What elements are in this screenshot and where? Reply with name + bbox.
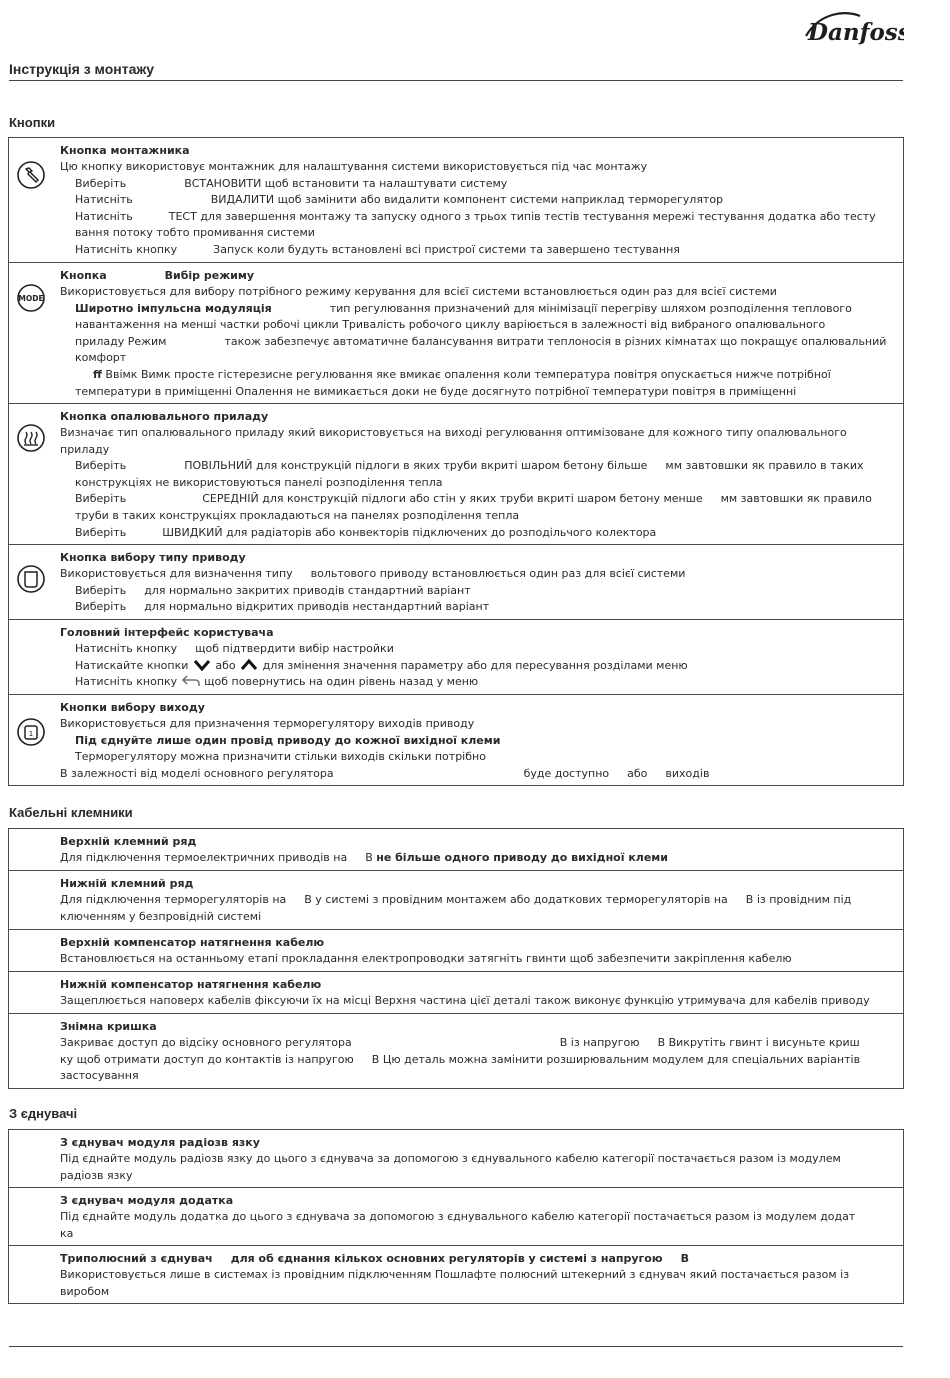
main-ui-arrows: Натискайте кнопки або для змінення значення параметру або для пересування розділами меню <box>75 658 688 672</box>
chevron-up-icon <box>239 658 259 672</box>
upper-clamp-title: Верхній компенсатор натягнення кабелю <box>60 936 325 949</box>
svg-text:1: 1 <box>28 730 34 738</box>
upper-terminal-row <box>9 829 903 870</box>
installer-button-row <box>9 138 903 262</box>
app-connector-title: З єднувач модуля додатка <box>60 1194 234 1207</box>
heater-desc: Визначає тип опалювального приладу який використовується на виході регулювання оптимізоване для кожного типу опалювального <box>60 426 847 439</box>
lower-terminal-text: Для підключення терморегуляторів на В у системі з провідним монтажем або додаткових терморегуляторів на В із провідним під <box>60 893 852 906</box>
mode-pwm: Широтно імпульсна модуляція тип регулювання призначений для мінімізації перегріву шляхом розподілення теплового <box>75 301 852 315</box>
upper-terminal-title: Верхній клемний ряд <box>60 835 197 848</box>
cover-row <box>9 1013 903 1088</box>
app-connector-row <box>9 1187 903 1245</box>
page-title: Інструкція з монтажу <box>9 61 903 81</box>
terminals-table <box>8 828 904 1089</box>
actuator-desc: Використовується для визначення типу вольтового приводу встановлюється один раз для всієї системи <box>60 567 686 580</box>
tripole-connector-row <box>9 1245 903 1303</box>
cover-text: Закриває доступ до відсіку основного регулятора В із напругою В Викрутіть гвинт і висуньте криш <box>60 1036 860 1049</box>
main-ui-row <box>9 619 903 694</box>
lower-clamp-title: Нижній компенсатор натягнення кабелю <box>60 978 322 991</box>
output-title: Кнопки вибору виходу <box>60 701 205 714</box>
output-warning: Під єднуйте лише один провід приводу до кожної вихідної клеми <box>75 733 501 747</box>
output-desc: Використовується для призначення терморегулятору виходів приводу <box>60 717 475 730</box>
danfoss-logo <box>800 6 904 50</box>
upper-terminal-text: Для підключення термоелектричних приводів на В не більше одного приводу до вихідної клеми <box>60 851 669 864</box>
section-title-connectors: З єднувачі <box>9 1106 78 1121</box>
connectors-table <box>8 1129 904 1304</box>
heater-desc-l2: приладу <box>60 442 110 456</box>
heater-fast: Виберіть ШВИДКИЙ для радіаторів або конвекторів підключених до розподільчого колектора <box>75 525 657 539</box>
lower-clamp-row <box>9 971 903 1013</box>
main-ui-confirm: Натисніть кнопку щоб підтвердити вибір настройки <box>75 642 394 655</box>
installer-line-test-cont: вання потоку тобто промивання системи <box>75 226 315 240</box>
chevron-down-icon <box>192 658 212 672</box>
section-title-terminals: Кабельні клемники <box>9 805 133 820</box>
mode-pwm-l3: приладу Режим також забезпечує автоматичне балансування витрати теплоносія в різних кімнатах що покращує опалювальний <box>75 334 887 348</box>
app-connector-text: Під єднайте модуль додатка до цього з єднувача за допомогою з єднувального кабелю категорії постачається разом із модулем додат <box>60 1210 856 1223</box>
cover-text-l2: ку щоб отримати доступ до контактів із напругою В Цю деталь можна замінити розширювальним модулем для спеціальних варіантів <box>60 1052 861 1066</box>
heater-slow: Виберіть ПОВІЛЬНИЙ для конструкцій підлоги в яких труби вкриті шаром бетону більше мм завтовшки як правило в таких <box>75 459 864 473</box>
heater-button-row <box>9 403 903 544</box>
cover-text-l3: застосування <box>60 1069 139 1083</box>
app-connector-text-l2: ка <box>60 1226 74 1240</box>
radio-connector-text-l2: радіозв язку <box>60 1168 133 1182</box>
output-button-row <box>9 694 903 785</box>
back-arrow-icon <box>181 674 201 688</box>
heater-medium-l2: труби в таких конструкціях прокладаються на панелях розподілення тепла <box>75 508 520 522</box>
actuator-nc: Виберіть для нормально закритих приводів стандартний варіант <box>75 583 471 597</box>
main-ui-title: Головний інтерфейс користувача <box>60 626 274 639</box>
lower-terminal-title: Нижній клемний ряд <box>60 877 194 890</box>
radio-connector-title: З єднувач модуля радіозв язку <box>60 1136 260 1149</box>
heater-icon <box>16 423 46 453</box>
installer-line-install: Виберіть ВСТАНОВИТИ щоб встановити та налаштувати систему <box>75 176 508 190</box>
upper-clamp-text: Встановлюється на останньому етапі прокладання електропроводки затягніть гвинти щоб забезпечити закріплення кабелю <box>60 952 792 965</box>
section-title-buttons: Кнопки <box>9 115 56 130</box>
actuator-no: Виберіть для нормально відкритих приводів нестандартний варіант <box>75 600 490 614</box>
footer-divider <box>9 1346 903 1347</box>
heater-slow-l2: конструкціях не використовуються панелі розподілення тепла <box>75 475 443 489</box>
heater-medium: Виберіть СЕРЕДНІЙ для конструкцій підлоги або стін у яких труби вкриті шаром бетону менше мм завтовшки як правило <box>75 492 872 506</box>
wrench-icon <box>16 160 46 190</box>
output-note: Терморегулятору можна призначити стільки виходів скільки потрібно <box>75 750 486 764</box>
mode-title: Кнопка Вибір режиму <box>60 269 255 282</box>
mode-button-row <box>9 262 903 403</box>
tripole-connector-title: Триполюсний з єднувач для об єднання кількох основних регуляторів у системі з напругою В <box>60 1252 689 1265</box>
cover-title: Знімна кришка <box>60 1020 157 1033</box>
svg-text:Danfoss: Danfoss <box>808 19 904 46</box>
heater-title: Кнопка опалювального приладу <box>60 410 269 423</box>
lower-clamp-text: Защеплюється наповерх кабелів фіксуючи їх на місці Верхня частина цієї деталі також виконує функцію утримувача для кабелів приводу <box>60 994 870 1007</box>
mode-pwm-l2: навантаження на менші частки робочі цикли Тривалість робочого циклу варіюється в залежності від вибраного опалювального <box>75 318 826 332</box>
mode-onoff: ff Ввімк Вимк просте гістерезисне регулювання яке вмикає опалення коли температура повітря опускається нижче потрібної <box>93 367 831 381</box>
output-dependency: В залежності від моделі основного регулятора буде доступно або виходів <box>60 766 710 780</box>
mode-onoff-l2: температури в приміщенні Опалення не вимикається доки не буде досягнуто потрібної температури повітря в приміщенні <box>75 384 797 398</box>
svg-text:MODE: MODE <box>18 294 44 303</box>
main-ui-back: Натисніть кнопку щоб повернутись на один рівень назад у меню <box>75 675 479 689</box>
mode-icon <box>16 283 46 313</box>
actuator-button-row <box>9 544 903 619</box>
installer-line-test: Натисніть ТЕСТ для завершення монтажу та запуску одного з трьох типів тестів тестування мережі тестування додатка або тесту <box>75 209 876 223</box>
radio-connector-text: Під єднайте модуль радіозв язку до цього з єднувача за допомогою з єднувального кабелю категорії постачається разом із модулем <box>60 1152 841 1165</box>
installer-title: Кнопка монтажника <box>60 144 190 157</box>
buttons-table <box>8 137 904 786</box>
actuator-icon <box>16 564 46 594</box>
lower-terminal-row <box>9 870 903 929</box>
mode-pwm-l4: комфорт <box>75 351 127 365</box>
mode-desc: Використовується для вибору потрібного режиму керування для всієї системи встановлюється один раз для всієї системи <box>60 285 777 298</box>
installer-desc: Цю кнопку використовує монтажник для налаштування системи використовується під час монтажу <box>60 160 648 173</box>
installer-line-remove: Натисніть ВИДАЛИТИ щоб замінити або видалити компонент системи наприклад терморегулятор <box>75 193 724 207</box>
actuator-title: Кнопка вибору типу приводу <box>60 551 246 564</box>
tripole-connector-text-l2: виробом <box>60 1284 110 1298</box>
tripole-connector-text: Використовується лише в системах із провідним підключенням Пошлафте полюсний штекерний з єднувач який постачається разом із <box>60 1268 850 1281</box>
installer-line-start: Натисніть кнопку Запуск коли будуть встановлені всі пристрої системи та завершено тестування <box>75 242 680 256</box>
upper-clamp-row <box>9 929 903 971</box>
lower-terminal-text-l2: ключенням у безпровідній системі <box>60 909 262 923</box>
radio-connector-row <box>9 1130 903 1187</box>
output-icon <box>16 717 46 747</box>
